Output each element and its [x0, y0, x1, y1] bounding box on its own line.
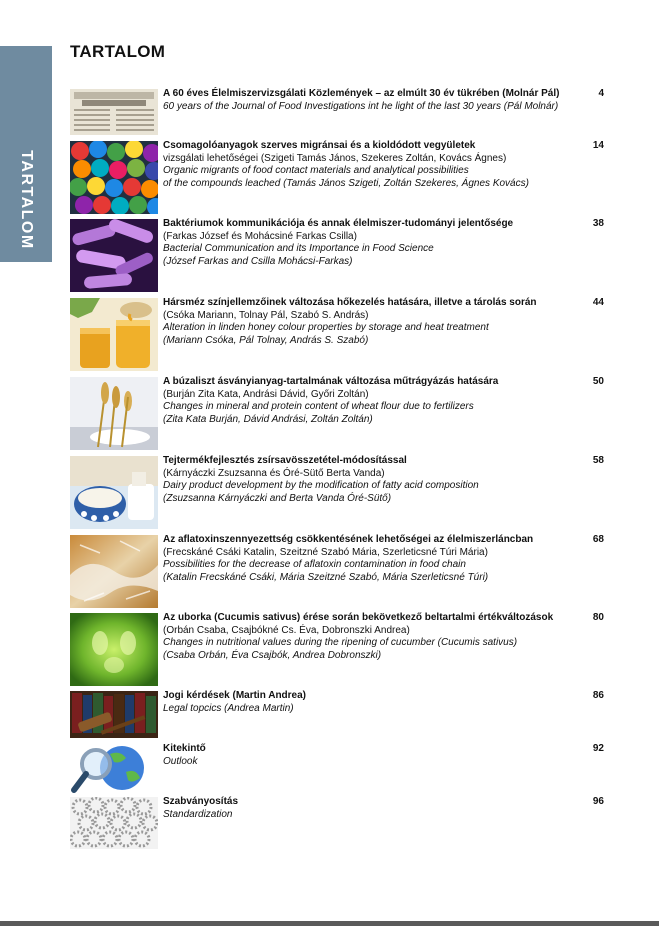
entry-authors-hu: (Orbán Csaba, Csajbókné Cs. Éva, Dobronszki Andrea): [163, 624, 410, 636]
entry-title-en: Standardization: [163, 808, 233, 820]
entry-authors-en: of the compounds leached (Tamás János Szigeti, Zoltán Szekeres, Ágnes Kovács): [163, 177, 529, 189]
toc-entry[interactable]: [70, 141, 610, 214]
entry-authors-hu: (Farkas József és Mohácsiné Farkas Csilla): [163, 230, 357, 242]
entry-text: [163, 376, 593, 426]
entry-text: [163, 455, 593, 505]
page-number: 58: [592, 455, 604, 466]
entry-title-hu: Szabványosítás: [163, 796, 239, 807]
entry-title-hu: Hársméz színjellemzőinek változása hőkezelés hatására, illetve a tárolás során: [163, 297, 537, 308]
page-number: 38: [592, 218, 604, 229]
entry-authors-hu: (Frecskáné Csáki Katalin, Szeitzné Szabó Mária, Szerleticsné Túri Mária): [163, 546, 488, 558]
entry-text: [163, 297, 593, 347]
page-number: 4: [598, 88, 604, 99]
entry-text: [163, 140, 593, 190]
entry-authors-en: (Katalin Frecskáné Csáki, Mária Szeitzné Szabó, Mária Szerleticsné Túri): [163, 571, 489, 583]
toc-entry[interactable]: [70, 377, 610, 450]
entry-title-en: Legal topcics (Andrea Martin): [163, 702, 294, 714]
entry-title-hu: Baktériumok kommunikációja és annak élelmiszer-tudományi jelentősége: [163, 218, 514, 229]
toc-entry[interactable]: [70, 535, 610, 608]
entry-text: [163, 690, 593, 715]
entry-title-hu: Az aflatoxinszennyezettség csökkentésének lehetőségei az élelmiszerláncban: [163, 534, 534, 545]
toc-entry[interactable]: [70, 89, 610, 135]
side-tab: [0, 46, 52, 262]
side-tab-label: TARTALOM: [18, 150, 35, 250]
entry-title-en: 60 years of the Journal of Food Investigations int he light of the last 30 years (Pál Molnár): [163, 100, 559, 112]
entry-title-en: Alteration in linden honey colour properties by storage and heat treatment: [163, 322, 489, 334]
entry-title-hu: A búzaliszt ásványianyag-tartalmának változása műtrágyázás hatására: [163, 376, 499, 387]
entry-text: [163, 88, 593, 113]
entry-title-en: Changes in nutritional values during the ripening of cucumber (Cucumis sativus): [163, 637, 518, 649]
bacteria-thumbnail: [70, 219, 158, 292]
honey-thumbnail: [70, 298, 158, 371]
entry-authors-en: (Zita Kata Burján, Dávid Andrási, Zoltán Zoltán): [163, 413, 373, 425]
entry-title-hu: Jogi kérdések (Martin Andrea): [163, 690, 307, 701]
entry-title-en: Organic migrants of food contact materials and analytical possibilities: [163, 165, 469, 177]
entry-authors-en: (Zsuzsanna Kárnyáczki and Berta Vanda Óré-Sütő): [163, 492, 392, 504]
page-number: 96: [592, 796, 604, 807]
bottle-caps-thumbnail: [70, 141, 158, 214]
entry-text: [163, 743, 593, 768]
toc-entry[interactable]: [70, 456, 610, 529]
page-title: TARTALOM: [70, 42, 166, 61]
wheat-thumbnail: [70, 377, 158, 450]
globe-thumbnail: [70, 744, 158, 794]
toc-entry[interactable]: [70, 613, 610, 686]
entry-title-hu: Csomagolóanyagok szerves migránsai és a kioldódott vegyületek: [163, 140, 476, 151]
gavel-thumbnail: [70, 691, 158, 738]
page-number: 14: [592, 140, 604, 151]
entry-text: [163, 218, 593, 268]
gears-thumbnail: [70, 797, 158, 849]
entry-text: [163, 612, 593, 662]
entry-authors-en: (József Farkas and Csilla Mohácsi-Farkas): [163, 255, 353, 267]
dairy-thumbnail: [70, 456, 158, 529]
toc-entry[interactable]: [70, 298, 610, 371]
entry-authors-en: (Mariann Csóka, Pál Tolnay, András S. Szabó): [163, 334, 369, 346]
page-number: 50: [592, 376, 604, 387]
entry-title-hu: Kitekintő: [163, 743, 206, 754]
cucumber-thumbnail: [70, 613, 158, 686]
entry-authors-hu: (Csóka Mariann, Tolnay Pál, Szabó S. András): [163, 309, 369, 321]
entry-authors-hu: (Kárnyáczki Zsuzsanna és Óré-Sütő Berta Vanda): [163, 467, 385, 479]
entry-title-hu: Tejtermékfejlesztés zsírsavösszetétel-módosítással: [163, 455, 407, 466]
page-number: 44: [592, 297, 604, 308]
page-number: 92: [592, 743, 604, 754]
entry-title-en: Possibilities for the decrease of aflatoxin contamination in food chain: [163, 559, 466, 571]
entry-title-en: Outlook: [163, 755, 198, 767]
page-number: 86: [592, 690, 604, 701]
footer-bar: [0, 921, 659, 926]
entry-title-en: Dairy product development by the modification of fatty acid composition: [163, 480, 479, 492]
entry-title-en: Changes in mineral and protein content of wheat flour due to fertilizers: [163, 401, 474, 413]
page-number: 68: [592, 534, 604, 545]
entry-text: [163, 534, 593, 584]
page-number: 80: [592, 612, 604, 623]
entry-title-hu: Az uborka (Cucumis sativus) érése során bekövetkező beltartalmi értékváltozások: [163, 612, 554, 623]
journal-cover-thumbnail: [70, 89, 158, 135]
entry-authors-hu: vizsgálati lehetőségei (Szigeti Tamás János, Szekeres Zoltán, Kovács Ágnes): [163, 152, 507, 164]
entry-authors-hu: (Burján Zita Kata, Andrási Dávid, Győri Zoltán): [163, 388, 369, 400]
entry-title-hu: A 60 éves Élelmiszervizsgálati Közlemények – az elmúlt 30 év tükrében (Molnár Pál): [163, 88, 560, 99]
entry-title-en: Bacterial Communication and its Importance in Food Science: [163, 243, 434, 255]
toc-entry[interactable]: [70, 797, 610, 849]
mould-thumbnail: [70, 535, 158, 608]
toc-entry[interactable]: [70, 744, 610, 794]
entry-text: [163, 796, 593, 821]
toc-entry[interactable]: [70, 691, 610, 738]
entry-authors-en: (Csaba Orbán, Éva Csajbók, Andrea Dobronszki): [163, 649, 382, 661]
toc-entry[interactable]: [70, 219, 610, 292]
